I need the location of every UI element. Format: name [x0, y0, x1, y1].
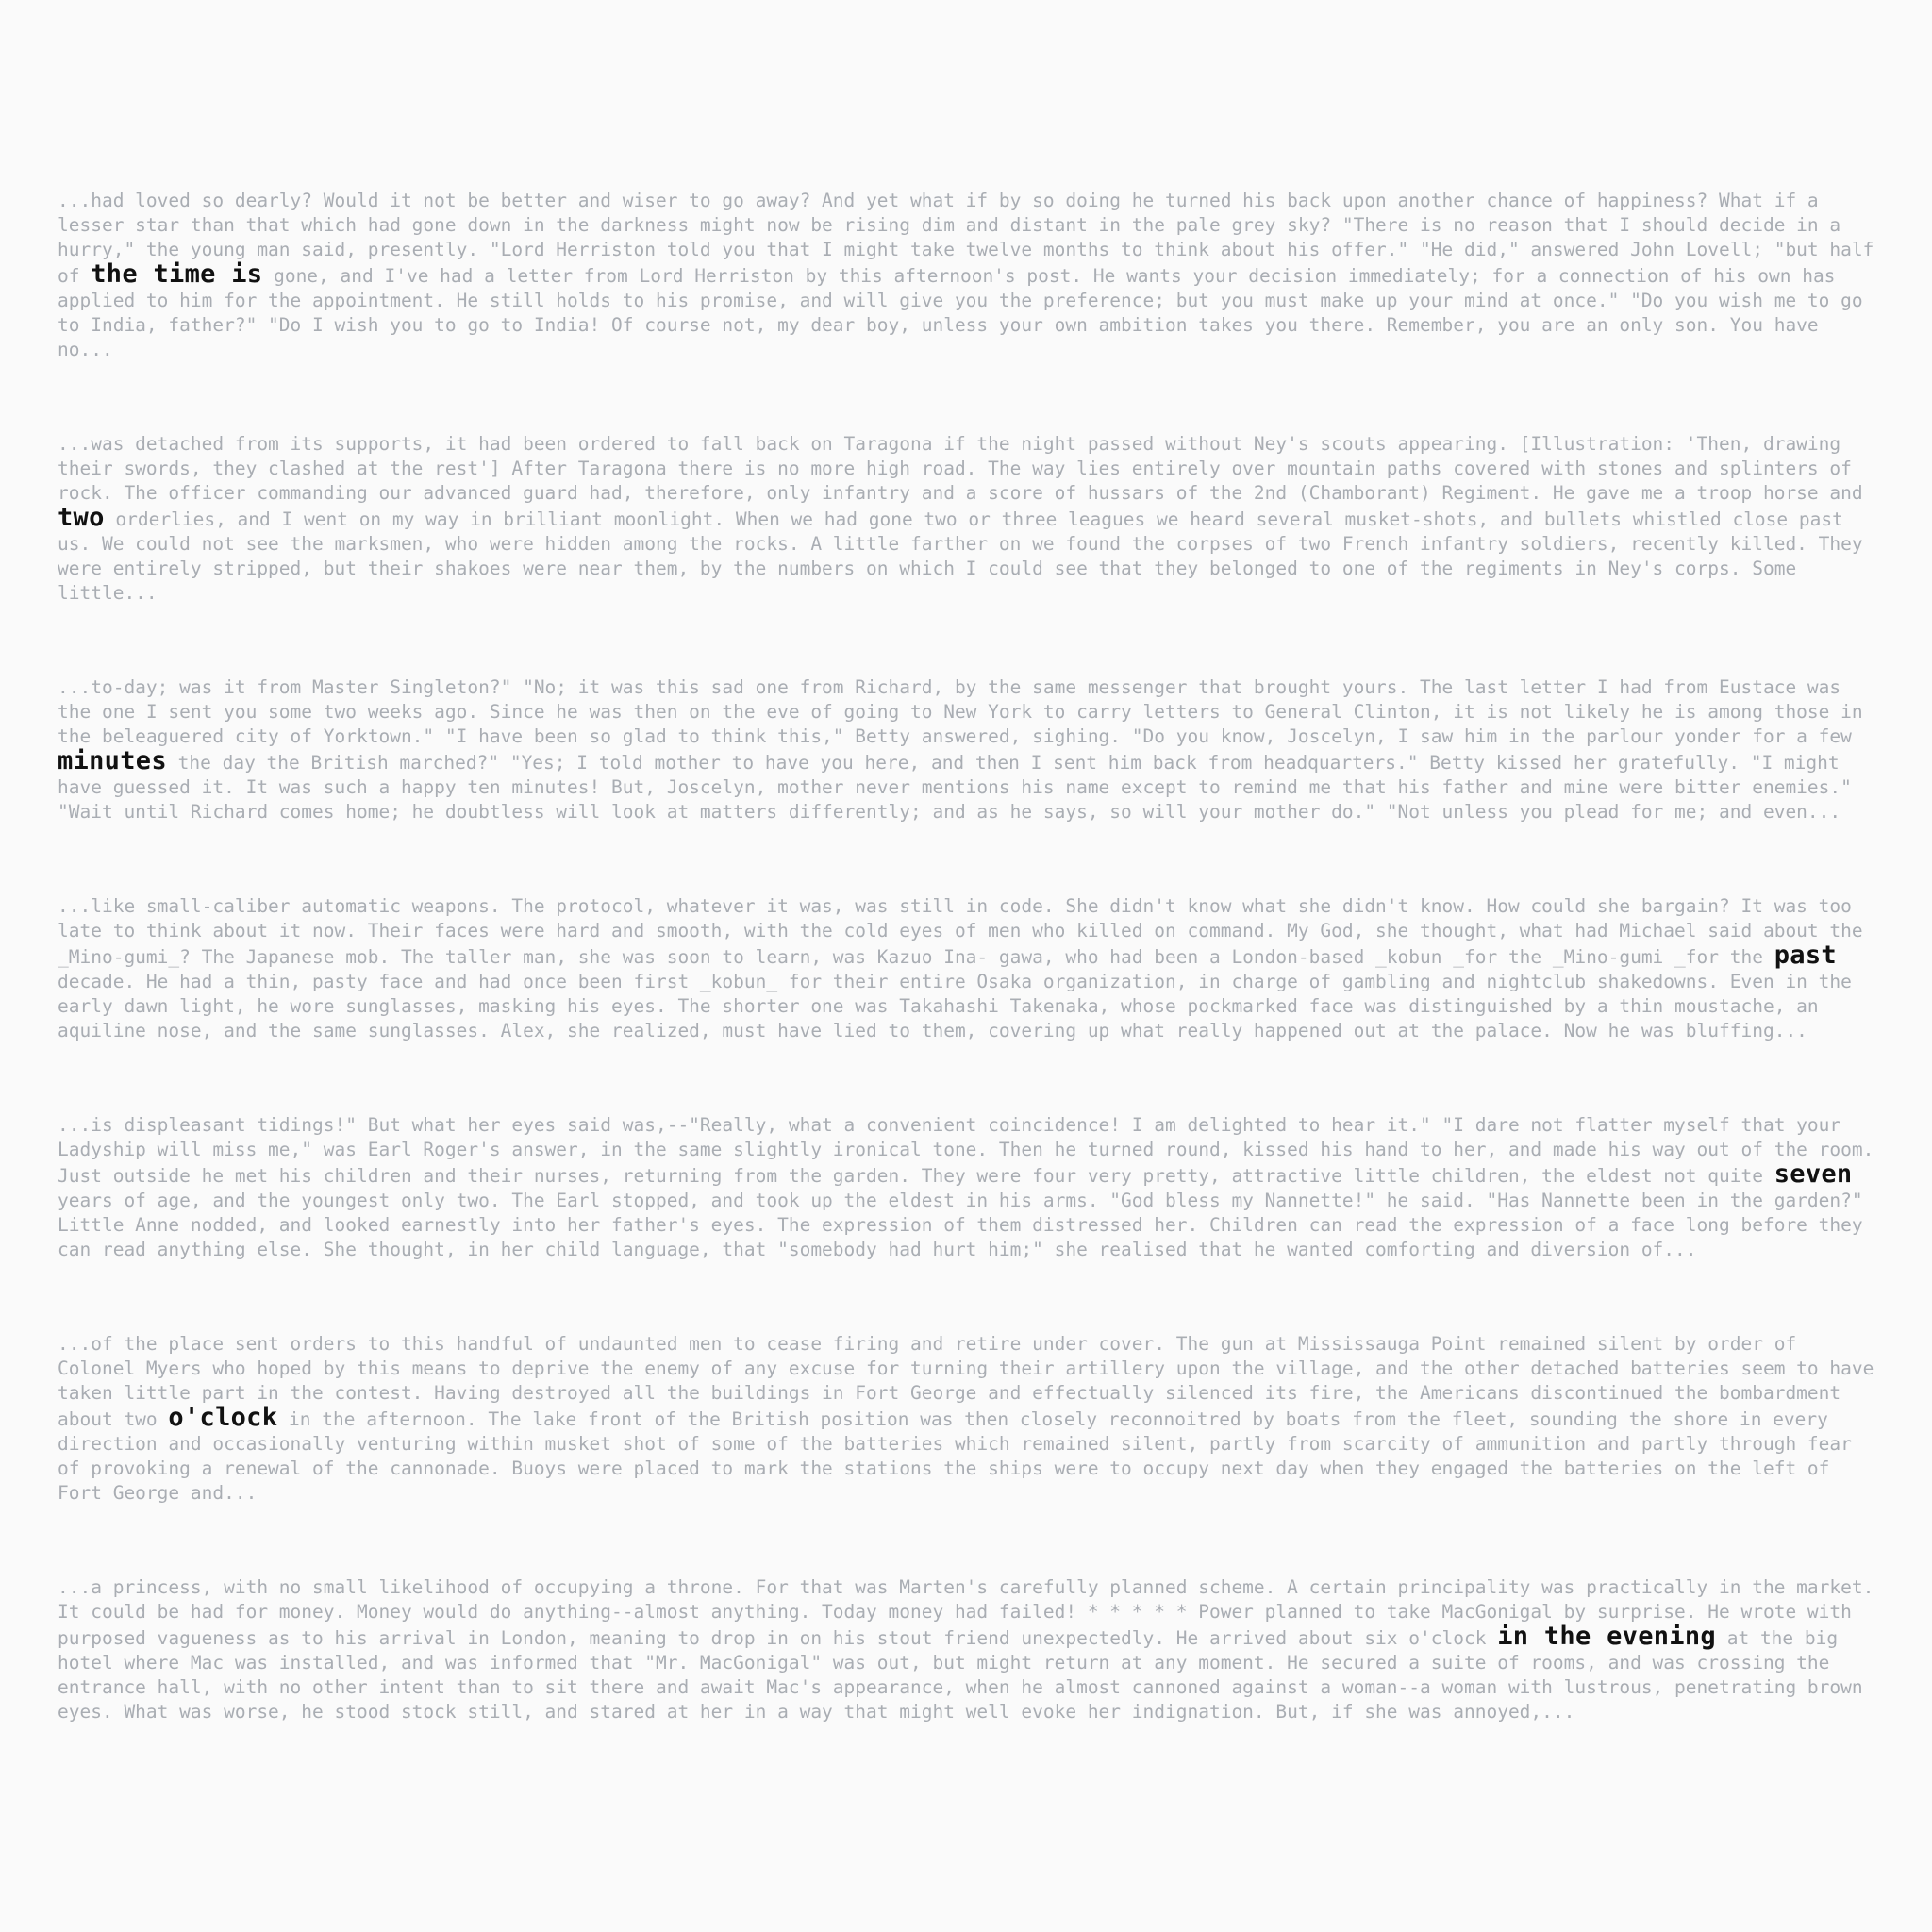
passage-text-after: decade. He had a thin, pasty face and had once been first _kobun_ for their entire Osaka organization, in charge of gambling and nightclub shakedowns. Even in the early dawn light, he wore sunglasses, masking his eyes. The shorter one was Takahashi Takenaka, whose pockmarked face was distinguished by a thin moustache, an aquiline nose, and the same sunglasses. Alex, she realized, must have lied to them, covering up what really happened out at the palace. Now he was bluffing...	[58, 971, 1852, 1041]
passage-text-before: ...of the place sent orders to this handful of undaunted men to cease firing and retire under cover. The gun at Mississauga Point remained silent by order of Colonel Myers who hoped by this means to deprive the enemy of any excuse for turning their artillery upon the village, and the other detached batteries seem to have taken little part in the contest. Having destroyed all the buildings in Fort George and effectually silenced its fire, the Americans discontinued the bombardment about two	[58, 1333, 1874, 1430]
passage-2	[58, 432, 1878, 606]
passage-7	[58, 1575, 1878, 1724]
passage-text-before: ...like small-caliber automatic weapons. The protocol, whatever it was, was still in code. She didn't know what she didn't know. How could she bargain? It was too late to think about it now. Their faces were hard and smooth, with the cold eyes of men who killed on command. My God, she thought, what had Michael said about the _Mino-gumi_? The Japanese mob. The taller man, she was soon to learn, was Kazuo Ina- gawa, who had been a London-based _kobun _for the _Mino-gumi _for the	[58, 895, 1863, 968]
highlighted-phrase: seven	[1774, 1159, 1853, 1189]
highlighted-phrase: in the evening	[1497, 1622, 1716, 1651]
passage-text-before: ...had loved so dearly? Would it not be better and wiser to go away? And yet what if by so doing he turned his back upon another chance of happiness? What if a lesser star than that which had gone down in the darkness might now be rising dim and distant in the pale grey sky? "There is no reason that I should decide in a hurry," the young man said, presently. "Lord Herriston told you that I might take twelve months to think about his offer." "He did," answered John Lovell; "but half of	[58, 190, 1874, 287]
passage-text-after: orderlies, and I went on my way in brilliant moonlight. When we had gone two or three leagues we heard several musket-shots, and bullets whistled close past us. We could not see the marksmen, who were hidden among the rocks. A little farther on we found the corpses of two French infantry soldiers, recently killed. They were entirely stripped, but their shakoes were near them, by the numbers on which I could see that they belonged to one of the regiments in Ney's corps. Some little...	[58, 508, 1863, 604]
passage-3	[58, 675, 1878, 824]
passage-text-after: gone, and I've had a letter from Lord Herriston by this afternoon's post. He wants your decision immediately; for a connection of his own has applied to him for the appointment. He still holds to his promise, and will give you the preference; but you must make up your mind at once." "Do you wish me to go to India, father?" "Do I wish you to go to India! Of course not, my dear boy, unless your own ambition takes you there. Remember, you are an only son. You have no...	[58, 265, 1863, 360]
passage-text-before: ...is displeasant tidings!" But what her eyes said was,--"Really, what a convenient coincidence! I am delighted to hear it." "I dare not flatter myself that your Ladyship will miss me," was Earl Roger's answer, in the same slightly ironical tone. Then he turned round, kissed his hand to her, and made his way out of the room. Just outside he met his children and their nurses, returning from the garden. They were four very pretty, attractive little children, the eldest not quite	[58, 1114, 1874, 1187]
passage-text-after: at the big hotel where Mac was installed, and was informed that "Mr. MacGonigal" was out, but might return at any moment. He secured a suite of rooms, and was crossing the entrance hall, with no other intent than to sit there and await Mac's appearance, when he almost cannoned against a woman--a woman with lustrous, penetrating brown eyes. What was worse, he stood stock still, and stared at her in a way that might well evoke her indignation. But, if she was annoyed,...	[58, 1627, 1863, 1723]
passage-6	[58, 1332, 1878, 1506]
passage-text-after: years of age, and the youngest only two. The Earl stopped, and took up the eldest in his arms. "God bless my Nannette!" he said. "Has Nannette been in the garden?" Little Anne nodded, and looked earnestly into her father's eyes. The expression of them distressed her. Children can read the expression of a face long before they can read anything else. She thought, in her child language, that "somebody had hurt him;" she realised that he wanted comforting and diversion of...	[58, 1190, 1863, 1260]
passage-text-after: the day the British marched?" "Yes; I told mother to have you here, and then I sent him back from headquarters." Betty kissed her gratefully. "I might have guessed it. It was such a happy ten minutes! But, Joscelyn, mother never mentions his name except to remind me that his father and mine were bitter enemies." "Wait until Richard comes home; he doubtless will look at matters differently; and as he says, so will your mother do." "Not unless you plead for me; and even...	[58, 752, 1852, 823]
passage-text-before: ...a princess, with no small likelihood of occupying a throne. For that was Marten's carefully planned scheme. A certain principality was practically in the market. It could be had for money. Money would do anything--almost anything. Today money had failed! * * * * * Power planned to take MacGonigal by surprise. He wrote with purposed vagueness as to his arrival in London, meaning to drop in on his stout friend unexpectedly. He arrived about six o'clock	[58, 1576, 1874, 1649]
passage-4	[58, 894, 1878, 1043]
passage-1	[58, 189, 1878, 362]
highlighted-phrase: minutes	[58, 746, 167, 775]
highlighted-phrase: past	[1774, 941, 1837, 970]
passage-text-after: in the afternoon. The lake front of the British position was then closely reconnoitred by boats from the fleet, sounding the shore in every direction and occasionally venturing within musket shot of some of the batteries which remained silent, partly from scarcity of ammunition and partly through fear of provoking a renewal of the cannonade. Buoys were placed to mark the stations the ships were to occupy next day when they engaged the batteries on the left of Fort George and...	[58, 1408, 1852, 1504]
passage-list	[58, 189, 1878, 1794]
passage-5	[58, 1113, 1878, 1262]
passage-text-before: ...was detached from its supports, it had been ordered to fall back on Taragona if the night passed without Ney's scouts appearing. [Illustration: 'Then, drawing their swords, they clashed at the rest'] After Taragona there is no more high road. The way lies entirely over mountain paths covered with stones and splinters of rock. The officer commanding our advanced guard had, therefore, only infantry and a score of hussars of the 2nd (Chamborant) Regiment. He gave me a troop horse and	[58, 433, 1863, 504]
highlighted-phrase: the time is	[91, 259, 263, 289]
passage-text-before: ...to-day; was it from Master Singleton?" "No; it was this sad one from Richard, by the same messenger that brought yours. The last letter I had from Eustace was the one I sent you some two weeks ago. Since he was then on the eve of going to New York to carry letters to General Clinton, it is not likely he is among those in the beleaguered city of Yorktown." "I have been so glad to think this," Betty answered, sighing. "Do you know, Joscelyn, I saw him in the parlour yonder for a few	[58, 676, 1863, 747]
highlighted-phrase: two	[58, 503, 105, 532]
highlighted-phrase: o'clock	[168, 1403, 278, 1432]
